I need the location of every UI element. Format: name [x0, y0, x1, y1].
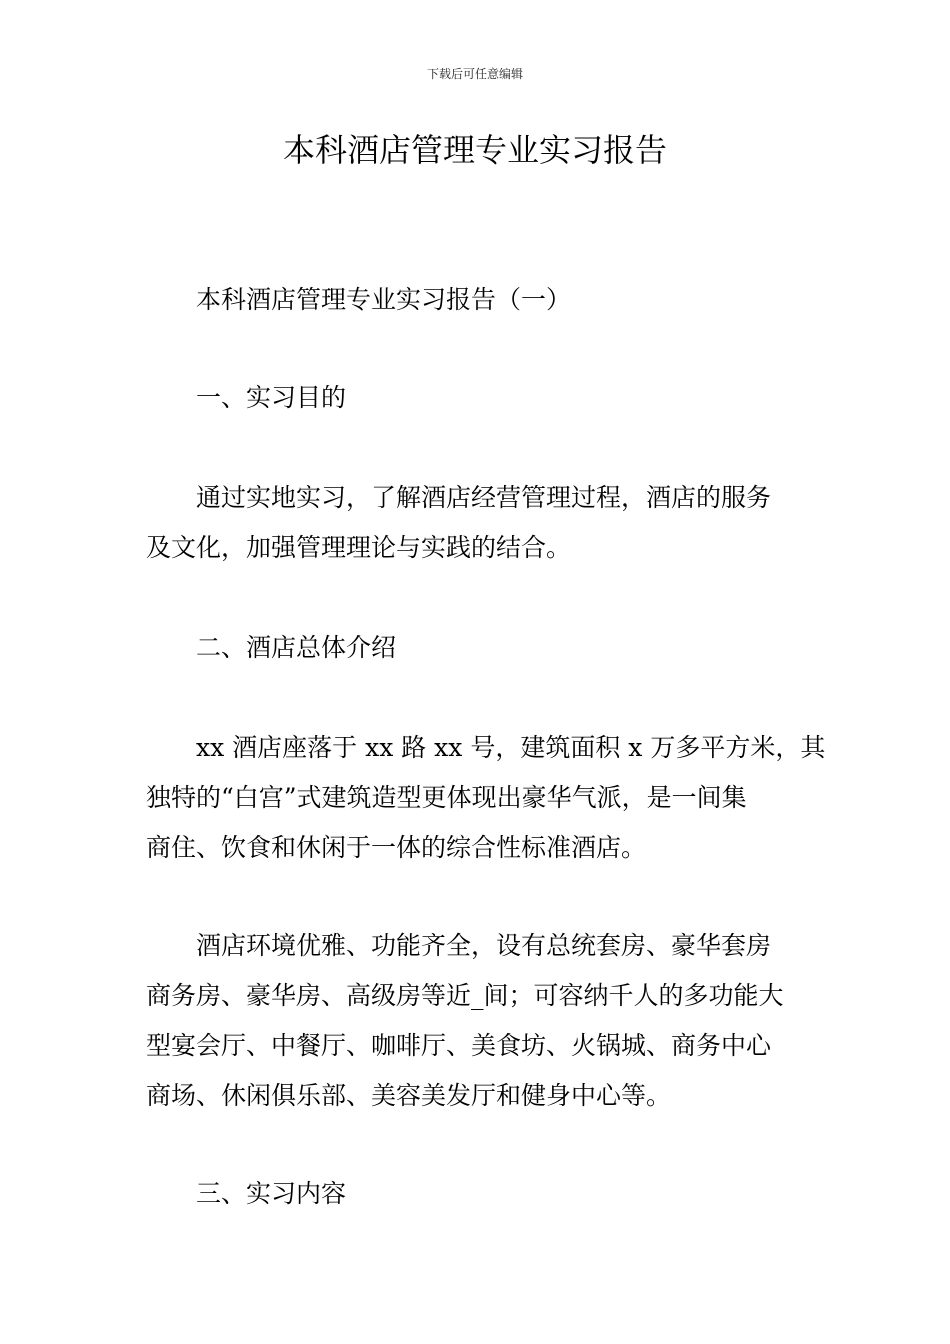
header-note: 下载后可任意编辑: [426, 67, 523, 81]
paragraph-line: 酒店环境优雅、功能齐全，设有总统套房、豪华套房: [196, 931, 772, 960]
paragraph-line: 独特的“白宫”式建筑造型更体现出豪华气派，是一间集: [146, 783, 747, 812]
paragraph-line: xx 酒店座落于 xx 路 xx 号，建筑面积 x 万多平方米，其: [196, 733, 826, 762]
section-heading-purpose: 一、实习目的: [196, 383, 347, 412]
paragraph-line: 通过实地实习，了解酒店经营管理过程，酒店的服务: [196, 483, 772, 512]
paragraph-line: 商住、饮食和休闲于一体的综合性标准酒店。: [146, 833, 647, 862]
paragraph-line: 商务房、豪华房、高级房等近_间；可容纳千人的多功能大: [146, 981, 784, 1010]
paragraph-line: 商场、休闲俱乐部、美容美发厅和健身中心等。: [146, 1081, 672, 1110]
paragraph-line: 及文化，加强管理理论与实践的结合。: [146, 533, 572, 562]
document-title: 本科酒店管理专业实习报告: [282, 131, 667, 169]
paragraph-line: 型宴会厅、中餐厅、咖啡厅、美食坊、火锅城、商务中心: [146, 1031, 772, 1060]
section-heading-content: 三、实习内容: [196, 1179, 347, 1208]
report-subtitle: 本科酒店管理专业实习报告（一）: [196, 285, 572, 314]
section-heading-hotel-intro: 二、酒店总体介绍: [196, 633, 397, 662]
